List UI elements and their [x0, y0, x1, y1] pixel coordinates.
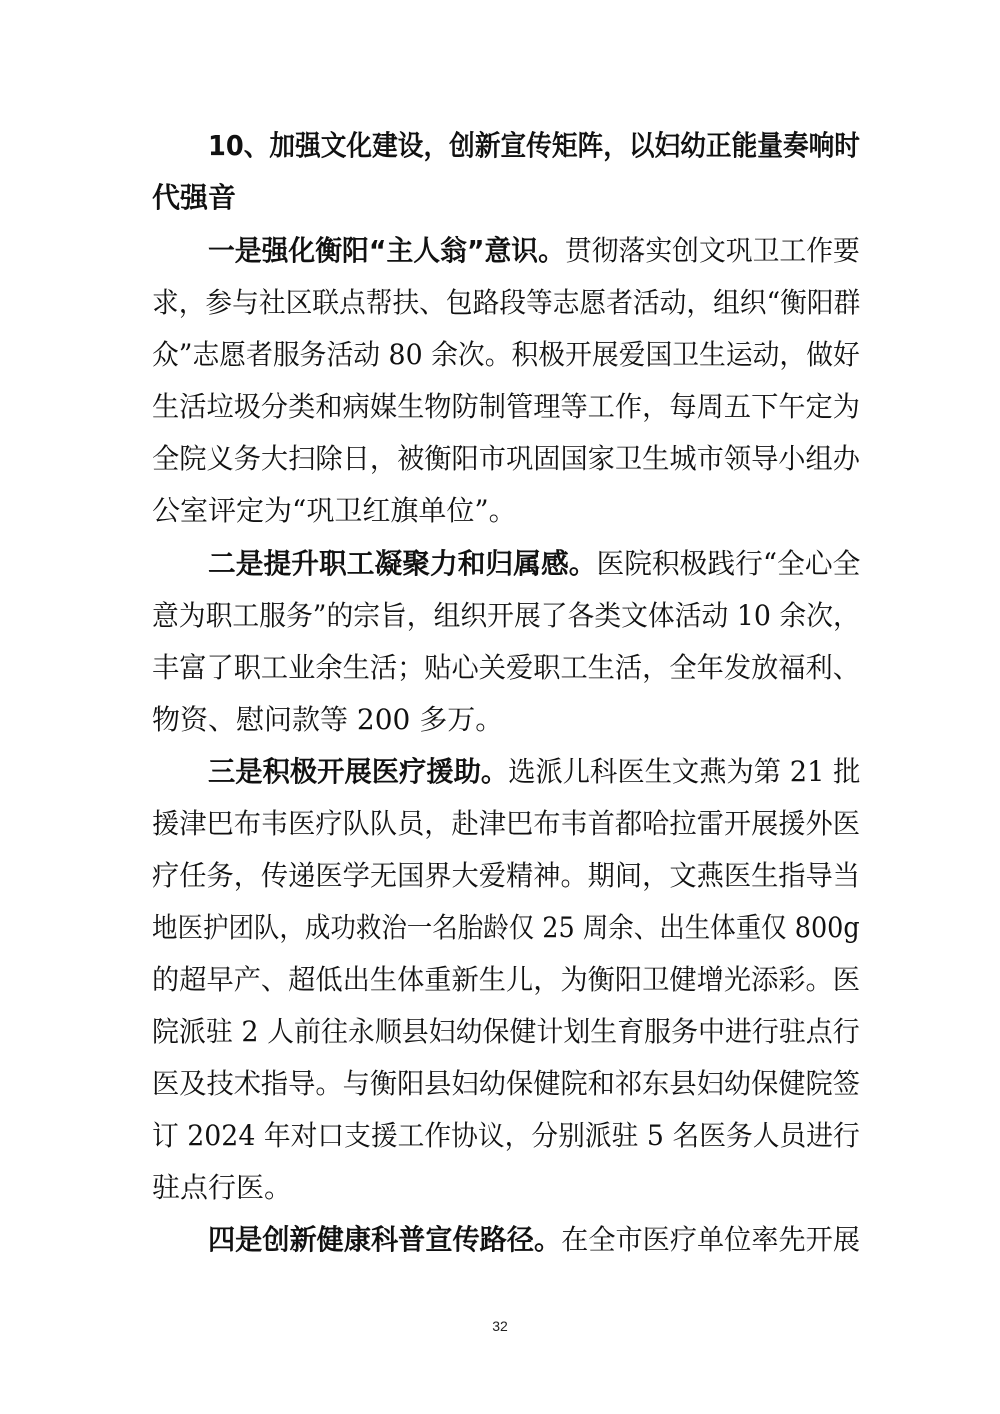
paragraph-2-text: 医院积极践行“全心全 — [596, 547, 861, 580]
paragraph-3-line-7: 医及技术指导。与衡阳县妇幼保健院和祁东县妇幼保健院签 — [152, 1067, 860, 1100]
paragraph-1-lead: 一是强化衡阳“主人翁”意识。 — [208, 234, 565, 267]
paragraph-3-line-1 — [208, 754, 860, 790]
paragraph-3-lead: 三是积极开展医疗援助。 — [208, 755, 509, 788]
page-number: 32 — [492, 1318, 508, 1334]
paragraph-3-text: 选派儿科医生文燕为第 21 批 — [508, 755, 861, 788]
paragraph-3-line-5: 的超早产、超低出生体重新生儿，为衡阳卫健增光添彩。医 — [152, 963, 860, 996]
paragraph-4-lead: 四是创新健康科普宣传路径。 — [208, 1223, 562, 1256]
paragraph-1-text: 贯彻落实创文巩卫工作要 — [564, 234, 860, 267]
section-heading-line-2: 代强音 — [152, 181, 237, 214]
paragraph-3-line-9: 驻点行医。 — [152, 1171, 293, 1204]
paragraph-1-line-5: 全院义务大扫除日，被衡阳市巩固国家卫生城市领导小组办 — [152, 442, 860, 475]
paragraph-1-line-3: 众”志愿者服务活动 80 余次。积极开展爱国卫生运动，做好 — [152, 338, 860, 371]
paragraph-3-line-8: 订 2024 年对口支援工作协议，分别派驻 5 名医务人员进行 — [152, 1119, 860, 1152]
paragraph-2-line-4: 物资、慰问款等 200 多万。 — [152, 703, 504, 736]
paragraph-1-line-2: 求，参与社区联点帮扶、包路段等志愿者活动，组织“衡阳群 — [152, 286, 861, 319]
paragraph-1-line-4: 生活垃圾分类和病媒生物防制管理等工作，每周五下午定为 — [152, 390, 860, 423]
paragraph-4-text: 在全市医疗单位率先开展 — [561, 1223, 861, 1256]
paragraph-3-line-2: 援津巴布韦医疗队队员，赴津巴布韦首都哈拉雷开展援外医 — [152, 807, 860, 840]
section-heading-line-1: 10、加强文化建设，创新宣传矩阵，以妇幼正能量奏响时 — [208, 129, 860, 162]
paragraph-2-line-2: 意为职工服务”的宗旨，组织开展了各类文体活动 10 余次， — [152, 599, 860, 632]
paragraph-2-lead: 二是提升职工凝聚力和归属感。 — [208, 547, 597, 580]
paragraph-3-line-6: 院派驻 2 人前往永顺县妇幼保健计划生育服务中进行驻点行 — [152, 1015, 860, 1048]
paragraph-1-line-6: 公室评定为“巩卫红旗单位”。 — [152, 494, 517, 527]
paragraph-3-line-3: 疗任务，传递医学无国界大爱精神。期间，文燕医生指导当 — [152, 859, 860, 892]
paragraph-2-line-1 — [208, 546, 860, 582]
paragraph-2-line-3: 丰富了职工业余生活；贴心关爱职工生活，全年发放福利、 — [152, 651, 860, 684]
paragraph-4-line-1 — [208, 1222, 860, 1258]
paragraph-1-line-1 — [208, 233, 860, 269]
paragraph-3-line-4: 地医护团队，成功救治一名胎龄仅 25 周余、出生体重仅 800g — [152, 911, 860, 944]
